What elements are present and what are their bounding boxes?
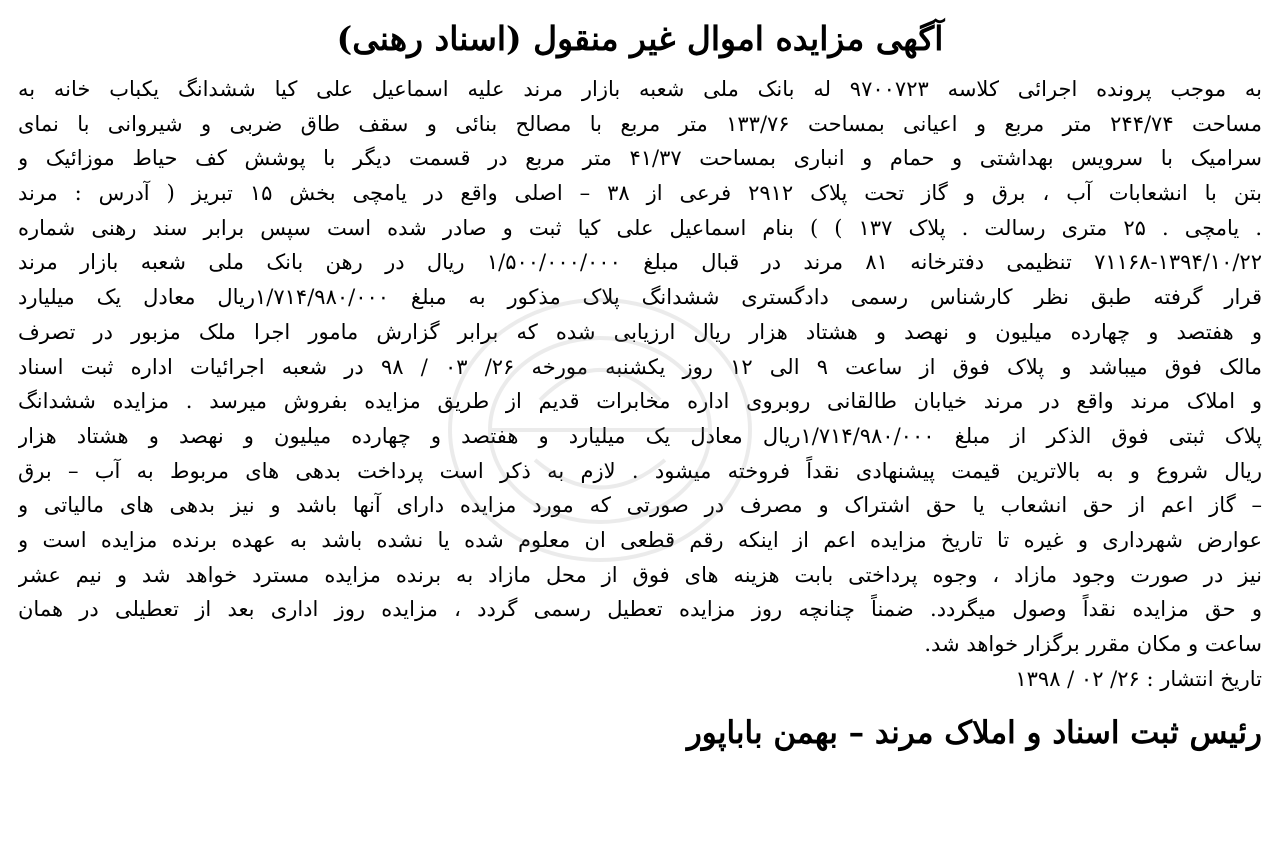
body-line: و حق مزایده نقداً وصول میگردد. ضمناً چنانچه روز مزایده تعطیل رسمی گردد ، مزایده روز اداری بعد از تعطیلی در همان bbox=[18, 597, 1262, 622]
body-line: نیز در صورت وجود مازاد ، وجوه پرداختی بابت هزینه های فوق از محل مازاد به برنده مزایده مسترد خواهد شد و نیم عشر bbox=[18, 562, 1262, 587]
body-line: مساحت ۲۴۴/۷۴ متر مربع و اعیانی بمساحت ۱۳۳/۷۶ متر مربع با مصالح بنائی و سقف طاق ضربی و شیروانی با نمای bbox=[18, 111, 1262, 136]
auction-notice bbox=[18, 6, 1262, 842]
publish-date-label: تاریخ انتشار : bbox=[1146, 666, 1262, 691]
body-line: پلاک ثبتی فوق الذکر از مبلغ ۱/۷۱۴/۹۸۰/۰۰۰ریال معادل یک میلیارد و هفتصد و چهارده میلیون و نهصد و هشتاد هزار bbox=[18, 423, 1262, 448]
body-line: قرار گرفته طبق نظر کارشناس رسمی دادگستری ششدانگ پلاک مذکور به مبلغ ۱/۷۱۴/۹۸۰/۰۰۰ریال معادل یک میلیارد bbox=[18, 285, 1262, 310]
body-line: عوارض شهرداری و غیره تا تاریخ مزایده اعم از اینکه رقم قطعی ان معلوم شده یا نشده باشد به عهده برنده مزایده است و bbox=[18, 527, 1262, 552]
body-line: ریال شروع و به بالاترین قیمت پیشنهادی نقداً فروخته میشود . لازم به ذکر است پرداخت بدهی های مربوط به آب – برق bbox=[18, 458, 1262, 483]
body-line: ۷۱۱۶۸-۱۳۹۴/۱۰/۲۲ تنظیمی دفترخانه ۸۱ مرند در قبال مبلغ ۱/۵۰۰/۰۰۰/۰۰۰ ریال در رهن بانک ملی شعبه بازار مرند bbox=[18, 250, 1262, 275]
body-line: و املاک مرند واقع در مرند خیابان طالقانی روبروی اداره مخابرات قدیم از طریق مزایده بفروش میرسد . مزایده ششدانگ bbox=[18, 389, 1262, 414]
body-line: به موجب پرونده اجرائی کلاسه ۹۷۰۰۷۲۳ له بانک ملی شعبه بازار مرند علیه اسماعیل علی کیا ششدانگ یکباب خانه به bbox=[18, 77, 1262, 101]
notice-body bbox=[18, 72, 1262, 662]
body-line: و هفتصد و چهارده میلیون و نهصد و هشتاد هزار ریال ارزیابی شده که برابر گزارش مامور اجرا ملک مزبور در تصرف bbox=[18, 319, 1262, 344]
body-line: سرامیک با سرویس بهداشتی و حمام و انباری بمساحت ۴۱/۳۷ متر مربع در قسمت دیگر با پوشش کف حیاط موزائیک و bbox=[18, 146, 1262, 171]
publish-date-value: ۲۶/ ۰۲ / ۱۳۹۸ bbox=[1015, 666, 1140, 691]
notice-title: آگهی مزایده اموال غیر منقول (اسناد رهنی) bbox=[336, 19, 944, 58]
body-line: – گاز اعم از حق انشعاب یا حق اشتراک و مصرف در صورتی که مورد مزایده دارای آنها باشد و نیز بدهی های مالیاتی و bbox=[18, 493, 1262, 518]
body-line: ساعت و مکان مقرر برگزار خواهد شد. bbox=[924, 632, 1262, 656]
body-line: مالک فوق میباشد و پلاک فوق از ساعت ۹ الی ۱۲ روز یکشنبه مورخه ۲۶/ ۰۳ / ۹۸ در شعبه اجرائیات اداره ثبت اسناد bbox=[18, 354, 1262, 379]
body-line: . یامچی . ۲۵ متری رسالت . پلاک ۱۳۷ ) ) بنام اسماعیل علی کیا ثبت و صادر شده است سپس برابر سند رهنی شماره bbox=[18, 215, 1262, 240]
publish-date bbox=[18, 662, 1262, 697]
signature: رئیس ثبت اسناد و املاک مرند – بهمن باباپور bbox=[686, 715, 1262, 752]
body-line: بتن با انشعابات آب ، برق و گاز تحت پلاک ۲۹۱۲ فرعی از ۳۸ – اصلی واقع در یامچی بخش ۱۵ تبریز ( آدرس : مرند bbox=[18, 181, 1262, 206]
